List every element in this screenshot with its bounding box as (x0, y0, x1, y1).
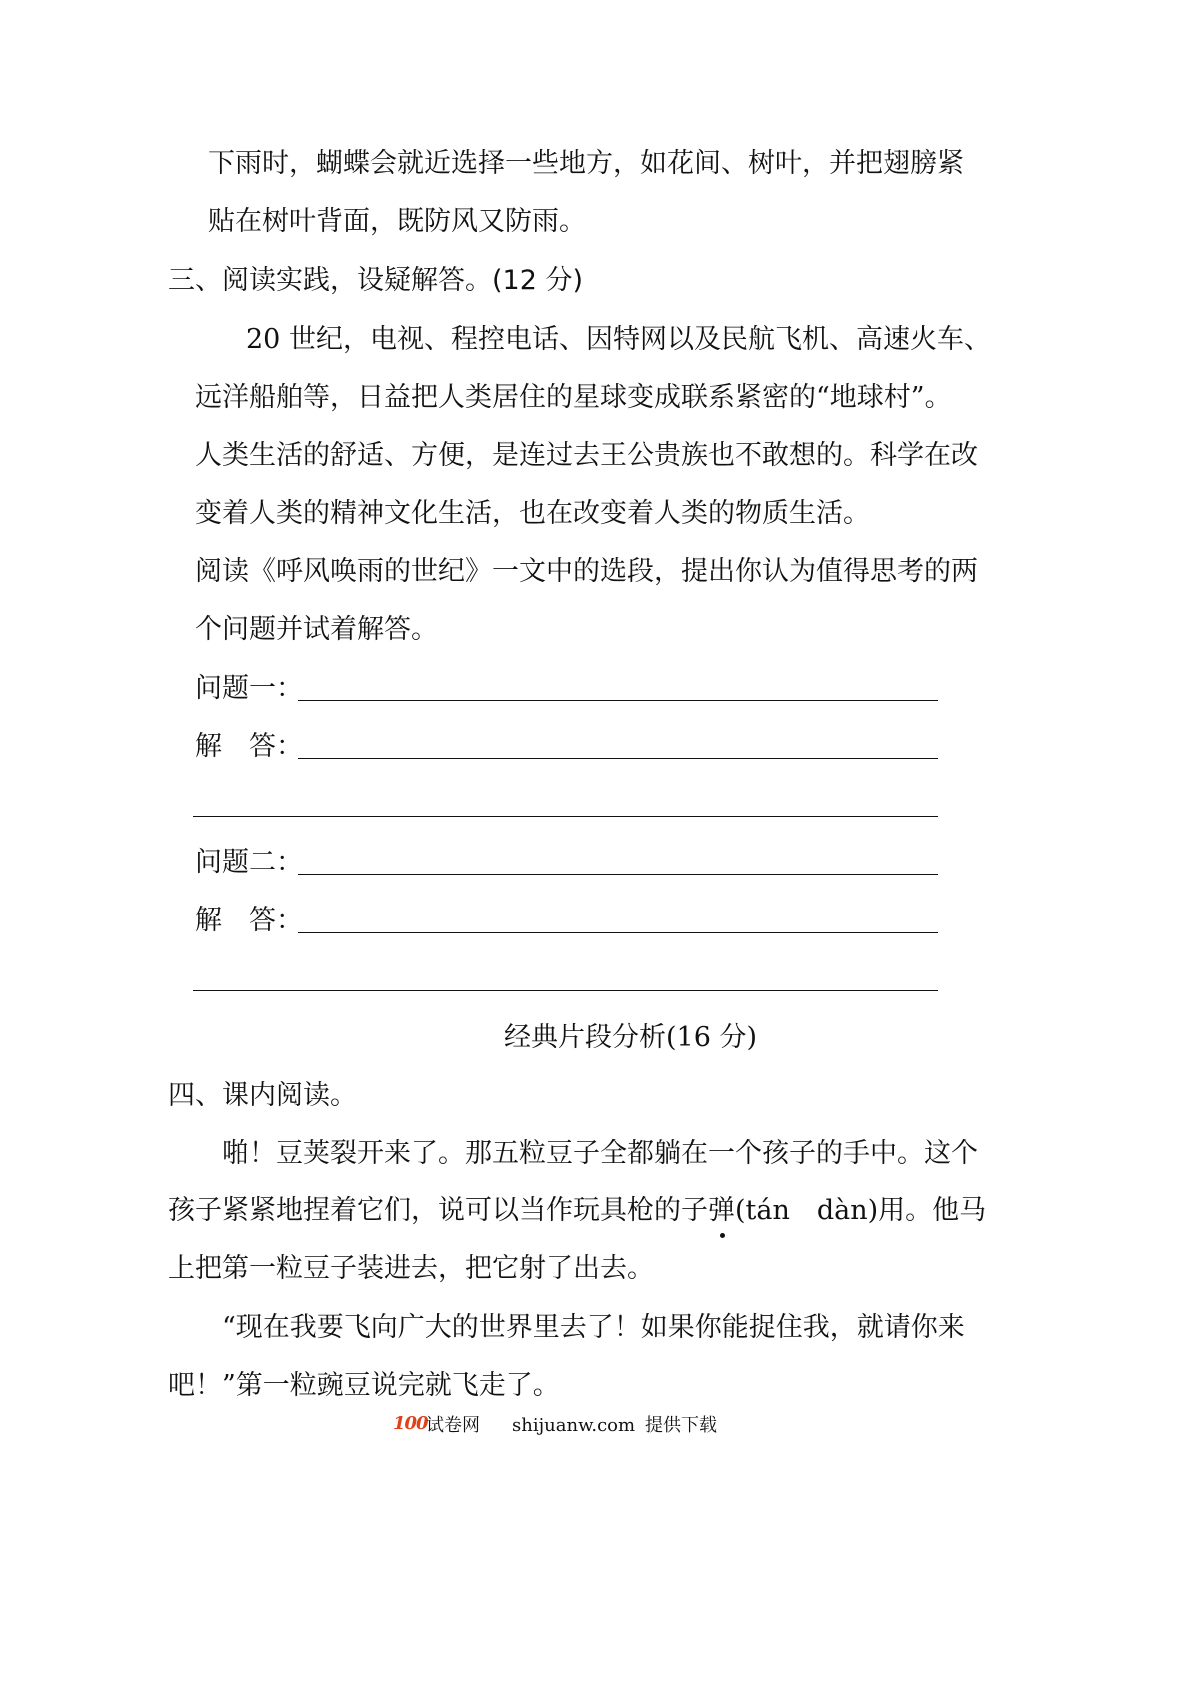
footer-url[interactable]: shijuanw.com (512, 1415, 636, 1436)
answer-2-line-extra[interactable] (193, 990, 938, 991)
answer-1-line-extra[interactable] (193, 816, 938, 817)
answer-2-line[interactable] (298, 932, 938, 933)
section-heading: 三、阅读实践，设疑解答。(12 分) (168, 265, 584, 296)
emphasized-char-text: 弹 (708, 1195, 735, 1226)
body-text-line: 下雨时，蝴蝶会就近选择一些地方，如花间、树叶，并把翅膀紧 (208, 148, 964, 179)
question-2-answer-line[interactable] (298, 874, 938, 875)
passage-line: “现在我要飞向广大的世界里去了！如果你能捉住我，就请你来 (222, 1312, 965, 1343)
passage-line: 上把第一粒豆子装进去，把它射了出去。 (168, 1253, 654, 1284)
site-logo: 100 (393, 1413, 428, 1434)
answer-1-label: 解 答： (195, 731, 303, 762)
passage-line: 变着人类的精神文化生活，也在改变着人类的物质生活。 (195, 498, 870, 529)
passage-text: 孩子紧紧地捏着它们，说可以当作玩具枪的子 (168, 1195, 708, 1226)
passage-line: 远洋船舶等，日益把人类居住的星球变成联系紧密的“地球村”。 (195, 382, 952, 413)
question-1-label: 问题一： (195, 673, 303, 704)
emphasized-char (708, 1195, 735, 1226)
instruction-line: 个问题并试着解答。 (195, 614, 438, 645)
passage-text: (tán dàn)用。他马 (735, 1195, 987, 1226)
question-1-answer-line[interactable] (298, 700, 938, 701)
passage-line: 吧！”第一粒豌豆说完就飞走了。 (168, 1370, 560, 1401)
answer-2-label: 解 答： (195, 905, 303, 936)
emphasis-dot (720, 1233, 725, 1238)
section-heading: 四、课内阅读。 (168, 1080, 357, 1111)
footer-note: 提供下载 (645, 1415, 717, 1436)
answer-1-line[interactable] (298, 758, 938, 759)
passage-line: 20 世纪，电视、程控电话、因特网以及民航飞机、高速火车、 (246, 324, 991, 355)
question-2-label: 问题二： (195, 847, 303, 878)
part-title: 经典片段分析(16 分) (503, 1022, 757, 1053)
instruction-line: 阅读《呼风唤雨的世纪》一文中的选段，提出你认为值得思考的两 (195, 556, 978, 587)
footer-site-name: 试卷网 (426, 1415, 480, 1436)
passage-line: 啪！豆荚裂开来了。那五粒豆子全都躺在一个孩子的手中。这个 (222, 1138, 978, 1169)
body-text-line: 贴在树叶背面，既防风又防雨。 (208, 206, 586, 237)
passage-line: 人类生活的舒适、方便，是连过去王公贵族也不敢想的。科学在改 (195, 440, 978, 471)
passage-line (168, 1193, 986, 1229)
